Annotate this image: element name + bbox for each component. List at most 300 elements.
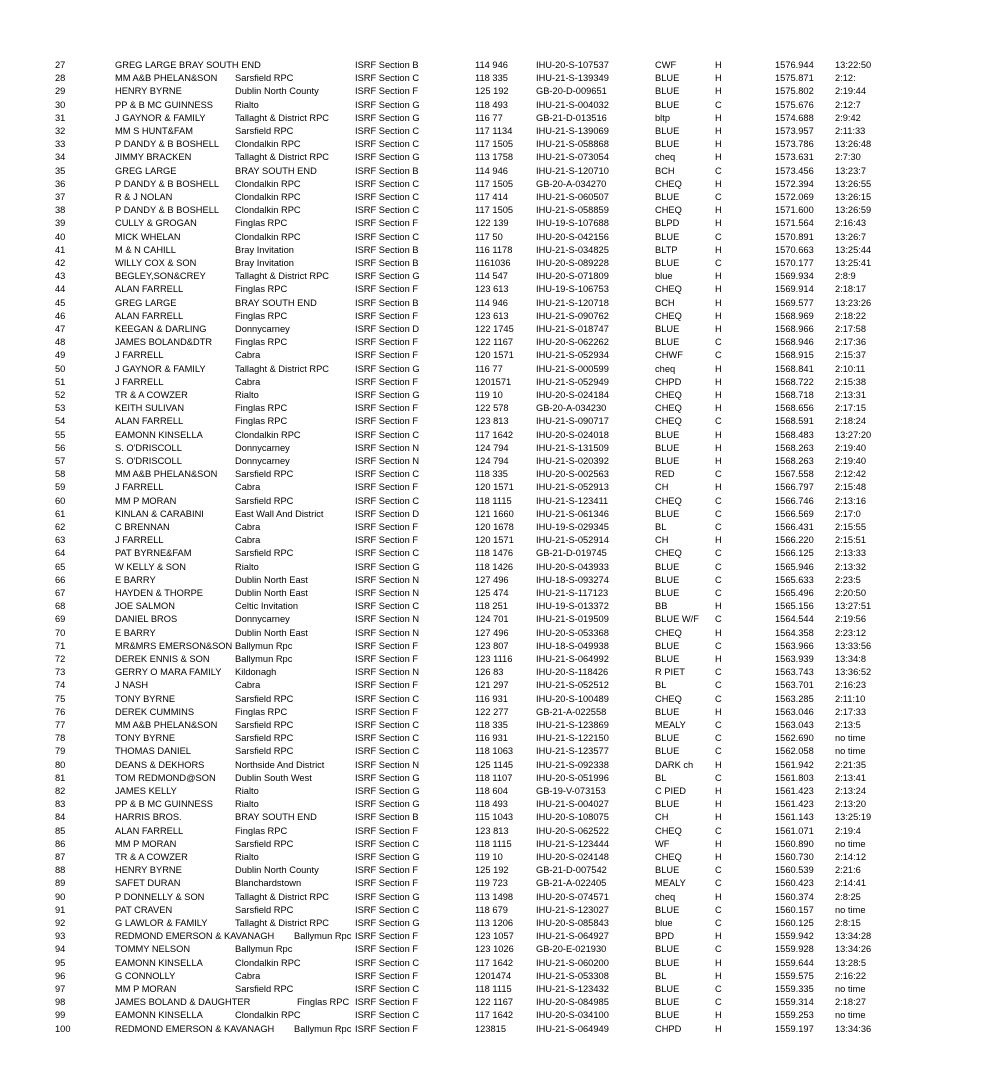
velocity-cell: 1562.058 [775, 746, 814, 757]
position-cell: 92 [55, 918, 66, 928]
sex-cell: C [715, 574, 722, 585]
fancier-name-cell: KEITH SULIVAN [115, 403, 185, 414]
ring-number-cell: IHU-20-S-042156 [536, 231, 609, 242]
colour-cell: CHPD [655, 376, 682, 387]
velocity-cell: 1568.591 [775, 416, 814, 427]
sex-cell: H [715, 112, 722, 123]
colour-cell: BL [655, 772, 667, 783]
distance-cell: 118 251 [475, 601, 508, 612]
sex-cell: H [715, 403, 722, 414]
fancier-name-cell: TOM REDMOND@SON [115, 772, 216, 783]
ring-number-cell: IHU-20-S-062522 [536, 825, 609, 836]
time-cell: 2:8:9 [835, 271, 856, 282]
colour-cell: CHEQ [655, 403, 682, 414]
ring-number-cell: GB-21-D-019745 [536, 548, 607, 559]
table-row [0, 310, 987, 323]
section-cell: ISRF Section N [355, 588, 420, 598]
velocity-cell: 1559.314 [775, 997, 814, 1008]
table-row [0, 165, 987, 178]
table-row [0, 257, 987, 270]
colour-cell: BL [655, 680, 667, 691]
fancier-name-cell: TR & A COWZER [115, 852, 188, 862]
sex-cell: H [715, 60, 722, 70]
time-cell: 2:17:15 [835, 403, 867, 414]
table-row [0, 191, 987, 204]
sex-cell: H [715, 244, 722, 255]
ring-number-cell: GB-20-E-021930 [536, 944, 607, 955]
club-cell: Sarsfield RPC [235, 904, 294, 915]
section-cell: ISRF Section C [355, 733, 420, 744]
velocity-cell: 1570.663 [775, 244, 814, 255]
fancier-name-cell: J FARRELL [115, 376, 164, 387]
ring-number-cell: IHU-19-S-106753 [536, 284, 609, 295]
colour-cell: BLUE [655, 429, 680, 440]
time-cell: 2:18:22 [835, 310, 867, 321]
sex-cell: C [715, 667, 722, 678]
section-cell: ISRF Section G [355, 918, 420, 928]
ring-number-cell: IHU-21-S-092338 [536, 759, 609, 770]
velocity-cell: 1566.220 [775, 535, 814, 546]
velocity-cell: 1563.046 [775, 706, 814, 717]
sex-cell: C [715, 588, 722, 598]
ring-number-cell: IHU-20-S-085843 [536, 918, 609, 928]
time-cell: 2:9:42 [835, 112, 861, 123]
sex-cell: C [715, 99, 722, 110]
club-cell: Ballymun Rpc [294, 931, 352, 942]
table-row [0, 270, 987, 283]
time-cell: 2:13:31 [835, 390, 867, 400]
colour-cell: CHEQ [655, 627, 682, 638]
position-cell: 95 [55, 957, 66, 968]
sex-cell: C [715, 825, 722, 836]
fancier-name-cell: ALAN FARRELL [115, 825, 184, 836]
time-cell: 13:34:36 [835, 1023, 872, 1034]
distance-cell: 118 1115 [475, 984, 512, 994]
velocity-cell: 1561.071 [775, 825, 814, 836]
table-row [0, 877, 987, 890]
club-cell: Rialto [235, 852, 259, 862]
position-cell: 30 [55, 99, 66, 110]
time-cell: 2:15:48 [835, 482, 867, 493]
position-cell: 81 [55, 772, 66, 783]
colour-cell: blue [655, 271, 673, 282]
distance-cell: 118 1107 [475, 772, 513, 783]
position-cell: 46 [55, 310, 66, 321]
colour-cell: BLUE [655, 192, 680, 202]
ring-number-cell: IHU-21-S-034825 [536, 244, 609, 255]
time-cell: 2:16:22 [835, 970, 867, 981]
distance-cell: 126 83 [475, 667, 504, 678]
position-cell: 64 [55, 548, 66, 559]
distance-cell: 122 277 [475, 706, 509, 717]
time-cell: 2:13:20 [835, 799, 867, 810]
colour-cell: BLUE [655, 904, 680, 915]
table-row [0, 99, 987, 112]
position-cell: 98 [55, 997, 66, 1008]
ring-number-cell: IHU-20-S-074571 [536, 891, 609, 902]
colour-cell: cheq [655, 891, 676, 902]
ring-number-cell: GB-20-D-009651 [536, 86, 607, 97]
table-row [0, 283, 987, 296]
fancier-name-cell: ALAN FARRELL [115, 284, 184, 295]
velocity-cell: 1568.722 [775, 376, 814, 387]
section-cell: ISRF Section F [355, 970, 419, 981]
time-cell: 2:21:35 [835, 759, 867, 770]
ring-number-cell: IHU-21-S-131509 [536, 442, 609, 453]
sex-cell: C [715, 561, 722, 572]
position-cell: 27 [55, 60, 66, 70]
colour-cell: CHEQ [655, 495, 682, 506]
section-cell: ISRF Section N [355, 442, 420, 453]
velocity-cell: 1562.690 [775, 733, 814, 744]
section-cell: ISRF Section C [355, 1010, 420, 1021]
time-cell: 13:26:59 [835, 205, 872, 216]
distance-cell: 117 1134 [475, 126, 513, 136]
distance-cell: 114 946 [475, 297, 508, 308]
sex-cell: C [715, 746, 722, 757]
time-cell: 2:17:36 [835, 337, 867, 348]
sex-cell: H [715, 970, 722, 981]
sex-cell: H [715, 931, 722, 942]
sex-cell: H [715, 324, 722, 334]
sex-cell: C [715, 984, 722, 994]
club-cell: Ballymun Rpc [235, 654, 293, 664]
position-cell: 78 [55, 733, 66, 744]
fancier-name-cell: THOMAS DANIEL [115, 746, 191, 757]
time-cell: 13:36:52 [835, 667, 872, 678]
fancier-name-cell: TONY BYRNE [115, 733, 176, 744]
sex-cell: C [715, 865, 722, 876]
velocity-cell: 1572.394 [775, 178, 814, 189]
club-cell: Finglas RPC [235, 218, 288, 229]
club-cell: Cabra [235, 522, 261, 532]
section-cell: ISRF Section G [355, 152, 420, 163]
position-cell: 84 [55, 812, 66, 823]
section-cell: ISRF Section F [355, 310, 419, 321]
colour-cell: WF [655, 838, 670, 849]
velocity-cell: 1560.730 [775, 852, 814, 862]
fancier-name-cell: E BARRY [115, 627, 156, 638]
club-cell: Cabra [235, 680, 261, 691]
section-cell: ISRF Section F [355, 640, 419, 651]
velocity-cell: 1559.928 [775, 944, 814, 955]
position-cell: 31 [55, 112, 66, 123]
ring-number-cell: IHU-21-S-053308 [536, 970, 609, 981]
position-cell: 83 [55, 799, 66, 810]
club-cell: Rialto [235, 799, 259, 810]
club-cell: Clondalkin RPC [235, 192, 301, 202]
colour-cell: CHEQ [655, 310, 682, 321]
time-cell: 13:34:28 [835, 931, 872, 942]
sex-cell: H [715, 759, 722, 770]
velocity-cell: 1567.558 [775, 469, 814, 480]
time-cell: 2:12:42 [835, 469, 867, 480]
fancier-name-cell: WILLY COX & SON [115, 258, 197, 268]
time-cell: 2:19:40 [835, 456, 867, 466]
section-cell: ISRF Section F [355, 878, 419, 889]
colour-cell: BPD [655, 931, 675, 942]
section-cell: ISRF Section B [355, 258, 419, 268]
fancier-name-cell: P DANDY & B BOSHELL [115, 205, 220, 216]
fancier-name-cell: GREG LARGE [115, 297, 177, 308]
table-row [0, 627, 987, 640]
sex-cell: C [715, 640, 722, 651]
distance-cell: 118 1426 [475, 561, 514, 572]
section-cell: ISRF Section C [355, 838, 420, 849]
sex-cell: C [715, 997, 722, 1008]
sex-cell: H [715, 812, 722, 823]
velocity-cell: 1569.934 [775, 271, 814, 282]
time-cell: 2:17:0 [835, 508, 861, 519]
position-cell: 69 [55, 614, 66, 625]
club-cell: Tallaght & District RPC [235, 271, 330, 282]
table-row [0, 719, 987, 732]
ring-number-cell: GB-20-A-034230 [536, 403, 607, 414]
position-cell: 79 [55, 746, 66, 757]
time-cell: 2:20:50 [835, 588, 867, 598]
position-cell: 96 [55, 970, 66, 981]
section-cell: ISRF Section N [355, 667, 420, 678]
colour-cell: BLUE [655, 258, 680, 268]
position-cell: 33 [55, 139, 66, 150]
time-cell: 13:27:20 [835, 429, 872, 440]
table-row [0, 811, 987, 824]
sex-cell: C [715, 337, 722, 348]
velocity-cell: 1559.253 [775, 1010, 814, 1021]
position-cell: 87 [55, 852, 66, 862]
club-cell: Ballymun Rpc [235, 944, 293, 955]
section-cell: ISRF Section C [355, 231, 420, 242]
position-cell: 52 [55, 390, 66, 400]
distance-cell: 118 1115 [475, 838, 512, 849]
colour-cell: BLUE [655, 126, 680, 136]
table-row [0, 904, 987, 917]
velocity-cell: 1575.676 [775, 99, 814, 110]
position-cell: 72 [55, 654, 66, 664]
section-cell: ISRF Section D [355, 324, 420, 334]
time-cell: 2:18:27 [835, 997, 867, 1008]
section-cell: ISRF Section F [355, 482, 419, 493]
section-cell: ISRF Section F [355, 522, 419, 532]
distance-cell: 114 946 [475, 165, 508, 176]
distance-cell: 117 1505 [475, 178, 514, 189]
distance-cell: 120 1571 [475, 350, 514, 361]
position-cell: 100 [55, 1023, 71, 1034]
velocity-cell: 1561.423 [775, 786, 814, 796]
velocity-cell: 1568.263 [775, 456, 814, 466]
ring-number-cell: IHU-20-S-034100 [536, 1010, 609, 1021]
velocity-cell: 1559.197 [775, 1023, 814, 1034]
table-row [0, 561, 987, 574]
velocity-cell: 1568.915 [775, 350, 814, 361]
club-cell: Tallaght & District RPC [235, 891, 330, 902]
velocity-cell: 1568.969 [775, 310, 814, 321]
table-row [0, 376, 987, 389]
club-cell: Clondalkin RPC [235, 1010, 301, 1021]
sex-cell: C [715, 495, 722, 506]
time-cell: 13:28:5 [835, 957, 867, 968]
table-row [0, 851, 987, 864]
club-cell: Tallaght & District RPC [235, 112, 330, 123]
ring-number-cell: IHU-20-S-024184 [536, 390, 609, 400]
fancier-name-cell: J GAYNOR & FAMILY [115, 363, 206, 374]
section-cell: ISRF Section F [355, 944, 419, 955]
velocity-cell: 1566.125 [775, 548, 814, 559]
fancier-name-cell: MR&MRS EMERSON&SON [115, 640, 233, 651]
position-cell: 99 [55, 1010, 66, 1021]
velocity-cell: 1573.631 [775, 152, 814, 163]
sex-cell: H [715, 786, 722, 796]
fancier-name-cell: M & N CAHILL [115, 244, 176, 255]
colour-cell: CHPD [655, 1023, 682, 1034]
sex-cell: H [715, 1023, 722, 1034]
velocity-cell: 1566.797 [775, 482, 814, 493]
sex-cell: H [715, 284, 722, 295]
fancier-name-cell: P DONNELLY & SON [115, 891, 205, 902]
distance-cell: 117 414 [475, 192, 508, 202]
time-cell: 2:11:33 [835, 126, 866, 136]
club-cell: Dublin North County [235, 86, 319, 97]
colour-cell: BL [655, 522, 667, 532]
position-cell: 62 [55, 522, 66, 532]
position-cell: 50 [55, 363, 66, 374]
table-row [0, 693, 987, 706]
position-cell: 41 [55, 244, 66, 255]
distance-cell: 125 192 [475, 86, 509, 97]
club-cell: Cabra [235, 970, 261, 981]
distance-cell: 123 1057 [475, 931, 514, 942]
position-cell: 34 [55, 152, 66, 163]
colour-cell: BLUE [655, 231, 680, 242]
fancier-name-cell: PP & B MC GUINNESS [115, 799, 213, 810]
fancier-name-cell: MM P MORAN [115, 984, 177, 994]
club-cell: Blanchardstown [235, 878, 302, 889]
ring-number-cell: IHU-21-S-019509 [536, 614, 609, 625]
fancier-name-cell: ALAN FARRELL [115, 416, 184, 427]
section-cell: ISRF Section C [355, 957, 420, 968]
colour-cell: CH [655, 812, 669, 823]
fancier-name-cell: J GAYNOR & FAMILY [115, 112, 206, 123]
sex-cell: H [715, 891, 722, 902]
position-cell: 45 [55, 297, 66, 308]
club-cell: Bray Invitation [235, 258, 294, 268]
time-cell: 13:23:26 [835, 297, 872, 308]
position-cell: 63 [55, 535, 66, 546]
sex-cell: H [715, 482, 722, 493]
colour-cell: BLUE [655, 508, 680, 519]
table-row [0, 930, 987, 943]
position-cell: 93 [55, 931, 66, 942]
fancier-name-cell: TR & A COWZER [115, 390, 188, 400]
ring-number-cell: IHU-21-S-052949 [536, 376, 609, 387]
position-cell: 60 [55, 495, 66, 506]
velocity-cell: 1560.539 [775, 865, 814, 876]
ring-number-cell: IHU-21-S-061346 [536, 508, 609, 519]
club-cell: Ballymun Rpc [235, 640, 293, 651]
table-row [0, 244, 987, 257]
section-cell: ISRF Section F [355, 997, 419, 1008]
fancier-name-cell: HAYDEN & THORPE [115, 588, 203, 598]
section-cell: ISRF Section F [355, 706, 419, 717]
velocity-cell: 1565.946 [775, 561, 814, 572]
time-cell: 2:19:56 [835, 614, 867, 625]
ring-number-cell: IHU-21-S-123577 [536, 746, 609, 757]
fancier-name-cell: TOMMY NELSON [115, 944, 191, 955]
club-cell: Dublin North East [235, 588, 308, 598]
table-row [0, 125, 987, 138]
position-cell: 89 [55, 878, 66, 889]
colour-cell: CHEQ [655, 693, 682, 704]
distance-cell: 121 297 [475, 680, 509, 691]
velocity-cell: 1573.456 [775, 165, 814, 176]
sex-cell: H [715, 152, 722, 163]
distance-cell: 122 1167 [475, 337, 514, 348]
distance-cell: 116 931 [475, 693, 508, 704]
table-row [0, 587, 987, 600]
table-row [0, 772, 987, 785]
time-cell: 13:26:55 [835, 178, 872, 189]
section-cell: ISRF Section C [355, 746, 420, 757]
table-row [0, 402, 987, 415]
colour-cell: BLUE [655, 337, 680, 348]
fancier-name-cell: REDMOND EMERSON & KAVANAGH [115, 931, 275, 942]
colour-cell: CHEQ [655, 825, 682, 836]
fancier-name-cell: EAMONN KINSELLA [115, 1010, 203, 1021]
table-row [0, 706, 987, 719]
position-cell: 55 [55, 429, 66, 440]
colour-cell: BLUE [655, 746, 680, 757]
ring-number-cell: IHU-21-S-052914 [536, 535, 609, 546]
section-cell: ISRF Section B [355, 165, 419, 176]
distance-cell: 113 1206 [475, 918, 514, 928]
ring-number-cell: IHU-21-S-064927 [536, 931, 609, 942]
distance-cell: 117 1642 [475, 429, 514, 440]
ring-number-cell: IHU-21-S-052512 [536, 680, 609, 691]
velocity-cell: 1559.644 [775, 957, 814, 968]
time-cell: 2:18:24 [835, 416, 867, 427]
colour-cell: BLPD [655, 218, 680, 229]
sex-cell: H [715, 126, 722, 136]
section-cell: ISRF Section C [355, 73, 420, 84]
velocity-cell: 1568.718 [775, 390, 814, 400]
table-row [0, 745, 987, 758]
sex-cell: C [715, 772, 722, 783]
fancier-name-cell: GERRY O MARA FAMILY [115, 667, 222, 678]
section-cell: ISRF Section C [355, 429, 420, 440]
club-cell: Sarsfield RPC [235, 838, 294, 849]
velocity-cell: 1560.157 [775, 904, 814, 915]
club-cell: East Wall And District [235, 508, 324, 519]
section-cell: ISRF Section G [355, 363, 420, 374]
distance-cell: 119 723 [475, 878, 508, 889]
time-cell: 13:33:56 [835, 640, 872, 651]
club-cell: Rialto [235, 390, 259, 400]
velocity-cell: 1572.069 [775, 192, 814, 202]
distance-cell: 113 1758 [475, 152, 514, 163]
velocity-cell: 1563.701 [775, 680, 814, 691]
sex-cell: H [715, 706, 722, 717]
table-row [0, 547, 987, 560]
table-row [0, 363, 987, 376]
fancier-name-cell: KEEGAN & DARLING [115, 324, 207, 334]
distance-cell: 118 604 [475, 786, 508, 796]
colour-cell: blue [655, 918, 673, 928]
section-cell: ISRF Section F [355, 376, 419, 387]
ring-number-cell: IHU-21-S-090717 [536, 416, 609, 427]
position-cell: 67 [55, 588, 66, 598]
distance-cell: 123 1026 [475, 944, 514, 955]
colour-cell: MEALY [655, 878, 686, 889]
